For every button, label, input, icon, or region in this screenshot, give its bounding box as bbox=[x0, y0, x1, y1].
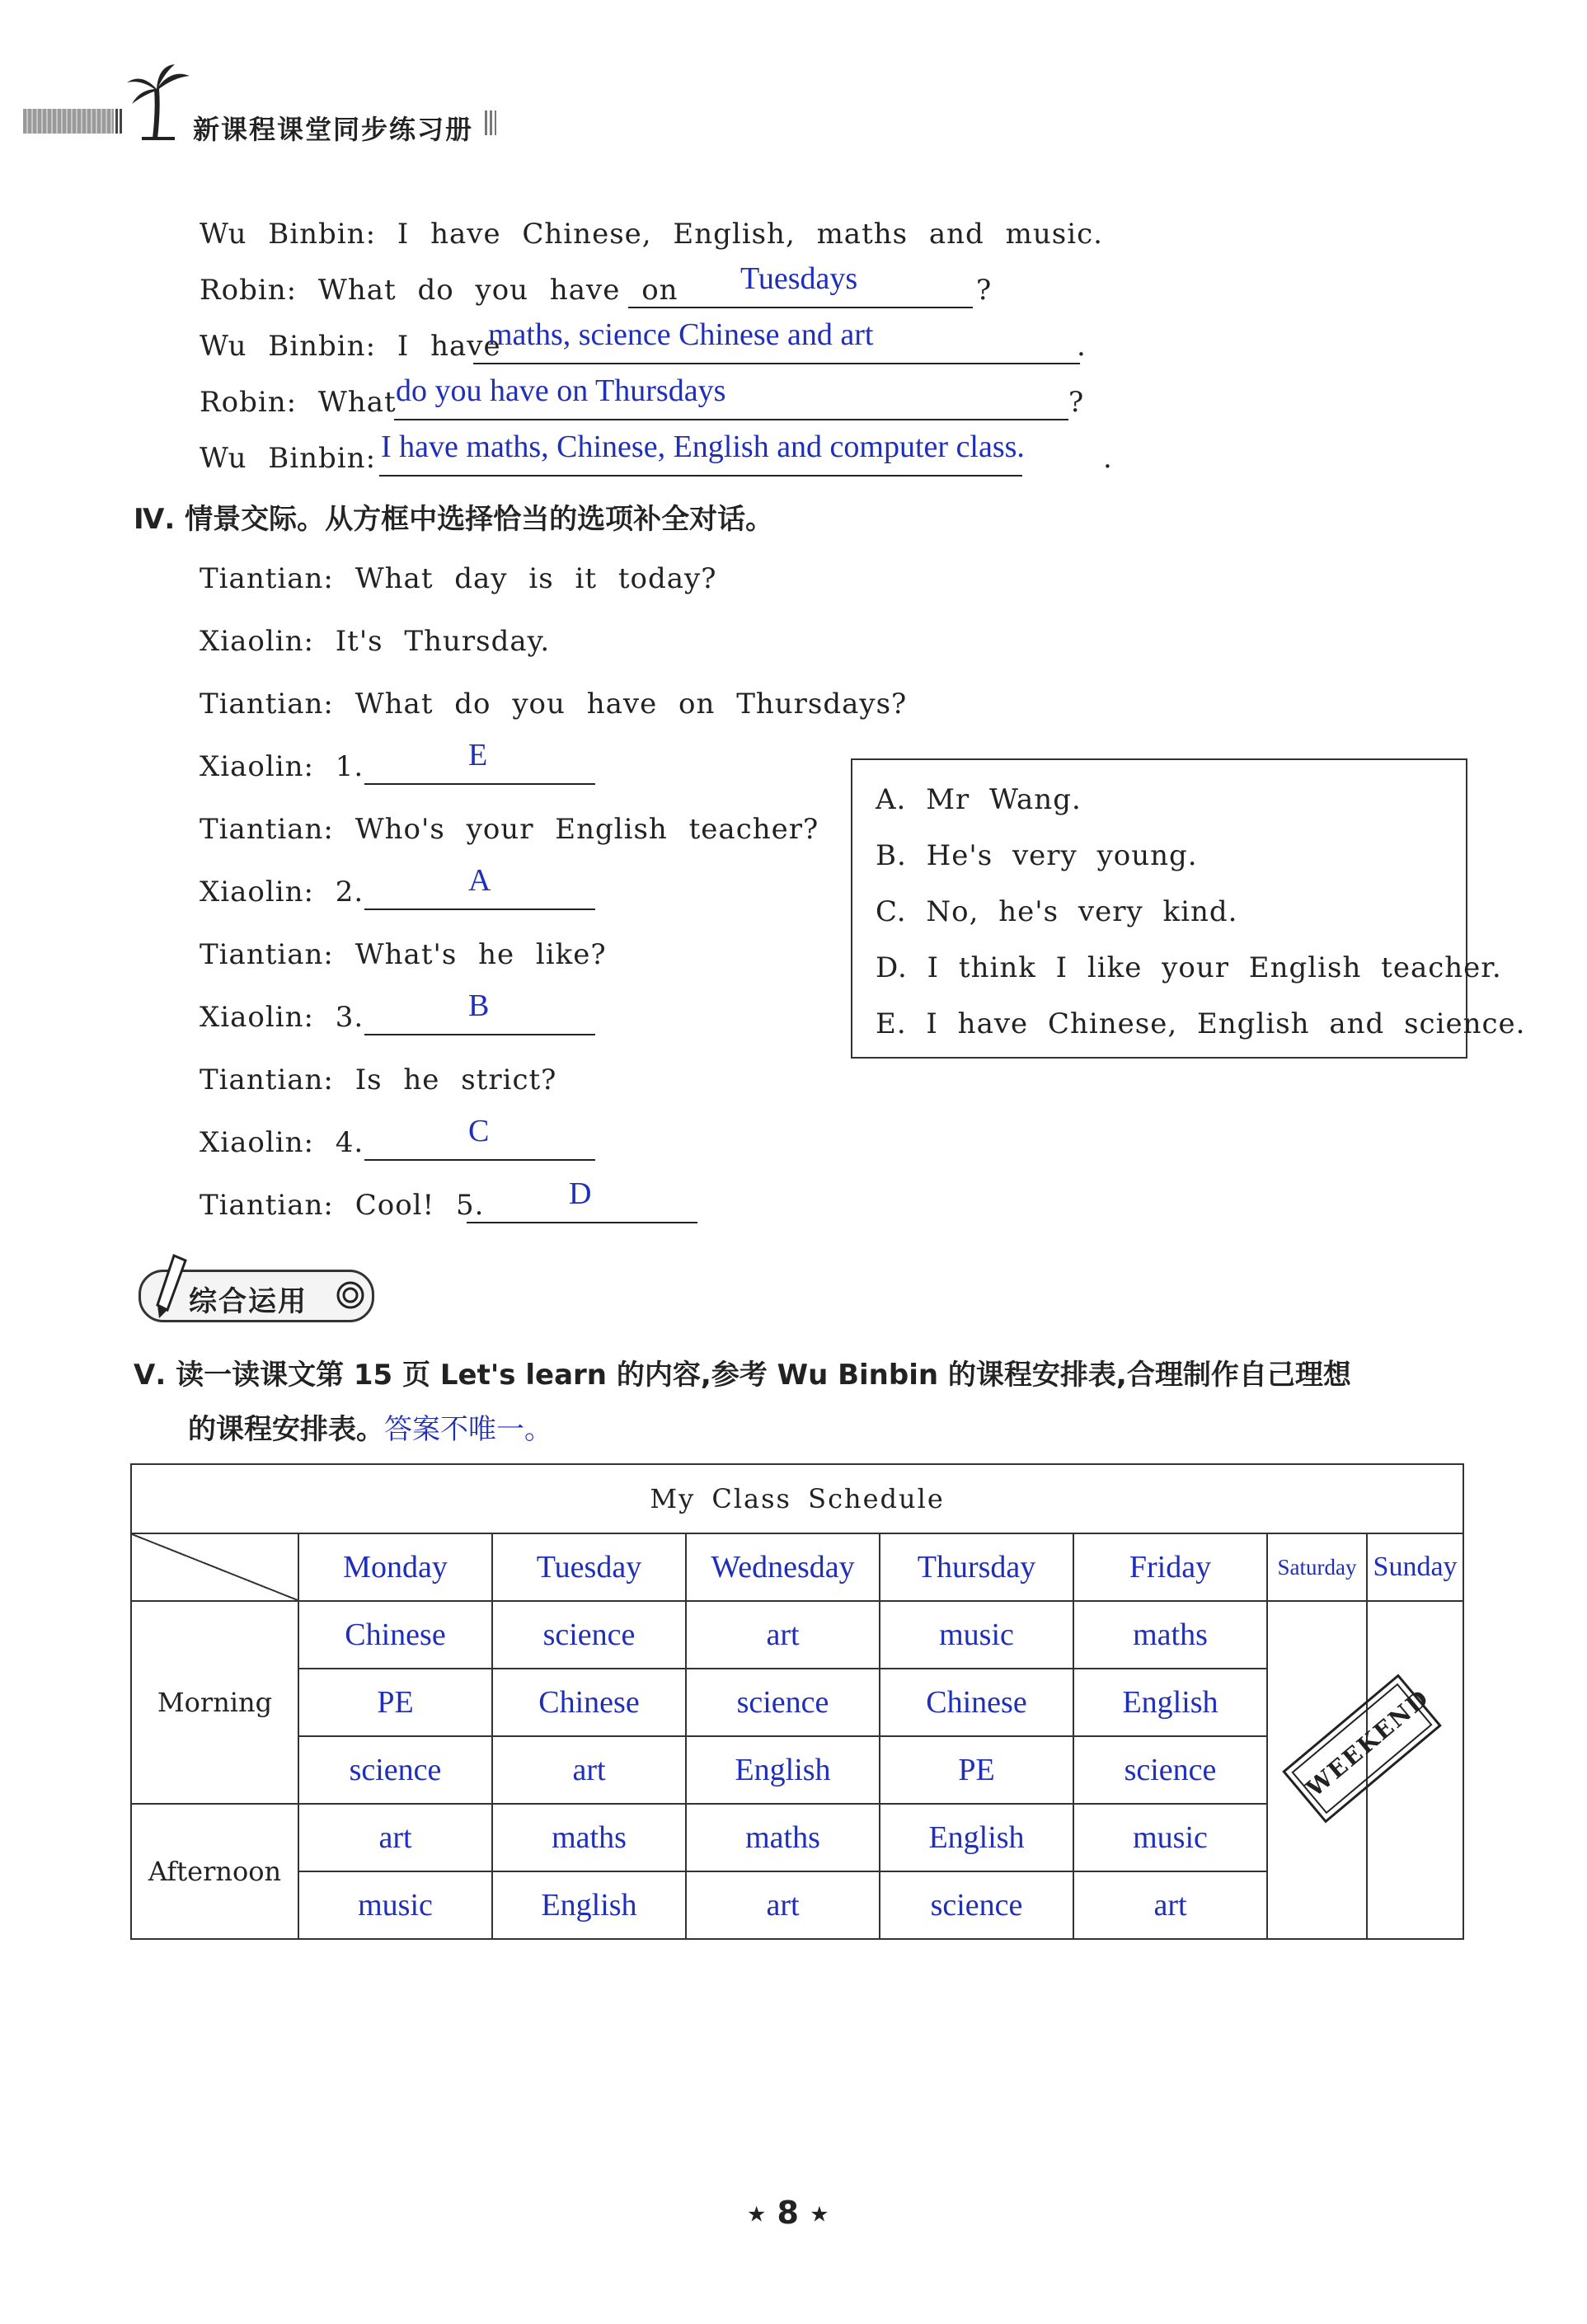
dialogue-line: Xiaolin: 2. bbox=[200, 876, 364, 908]
table-cell: art bbox=[686, 1871, 880, 1939]
table-cell: PE bbox=[298, 1669, 492, 1736]
day-header: Thursday bbox=[880, 1533, 1073, 1601]
dialogue-line: Robin: What bbox=[200, 386, 397, 419]
header-decor-bar bbox=[115, 109, 124, 134]
answer-blank bbox=[379, 475, 1022, 477]
answer-blank bbox=[473, 363, 1080, 364]
punctuation: ? bbox=[1068, 386, 1085, 419]
handwritten-answer: A bbox=[468, 863, 491, 898]
star-icon: ★ bbox=[810, 2202, 829, 2228]
option-e: E. I have Chinese, English and science. bbox=[876, 1007, 1526, 1040]
section-heading-cont: 的课程安排表。答案不唯一。 bbox=[188, 1413, 552, 1446]
answer-blank bbox=[364, 783, 595, 785]
answer-blank bbox=[364, 908, 595, 910]
dialogue-line: Wu Binbin: I have Chinese, English, maths and music. bbox=[200, 218, 1103, 251]
dialogue-line: Tiantian: What's he like? bbox=[200, 938, 607, 971]
handwritten-answer: do you have on Thursdays bbox=[396, 373, 726, 408]
table-cell: maths bbox=[1073, 1601, 1267, 1669]
table-cell: maths bbox=[686, 1804, 880, 1871]
section-heading: Ⅴ. 读一读课文第 15 页 Let's learn 的内容,参考 Wu Binbin 的课程安排表,合理制作自己理想 bbox=[134, 1359, 1351, 1392]
options-box bbox=[851, 758, 1526, 1059]
handwritten-answer: Tuesdays bbox=[740, 261, 858, 296]
handwritten-answer: E bbox=[468, 738, 488, 772]
table-cell: art bbox=[686, 1601, 880, 1669]
table-cell: science bbox=[298, 1736, 492, 1804]
table-cell: music bbox=[1073, 1804, 1267, 1871]
handwritten-answer: D bbox=[569, 1176, 592, 1211]
table-cell: English bbox=[1073, 1669, 1267, 1736]
day-header: Sunday bbox=[1367, 1533, 1463, 1601]
table-cell: science bbox=[492, 1601, 686, 1669]
answer-blank bbox=[394, 419, 1068, 420]
dialogue-line: Robin: What do you have on bbox=[200, 274, 678, 307]
handwritten-answer: maths, science Chinese and art bbox=[488, 317, 874, 352]
table-cell: music bbox=[880, 1601, 1073, 1669]
weekend-stamp: WEEKEND bbox=[1282, 1674, 1442, 1823]
dialogue-line: Tiantian: Who's your English teacher? bbox=[200, 813, 819, 846]
page-number: ★ 8 ★ bbox=[747, 2195, 829, 2231]
dialogue-line: Xiaolin: 3. bbox=[200, 1001, 364, 1034]
punctuation: . bbox=[1103, 442, 1113, 475]
section-banner: 综合运用 bbox=[139, 1270, 374, 1322]
answer-blank bbox=[364, 1159, 595, 1161]
handwritten-note: 答案不唯一。 bbox=[384, 1413, 552, 1446]
schedule-title: My Class Schedule bbox=[131, 1464, 1463, 1533]
table-cell: Chinese bbox=[880, 1669, 1073, 1736]
dialogue-line: Wu Binbin: bbox=[200, 442, 377, 475]
option-c: C. No, he's very kind. bbox=[876, 895, 1238, 928]
dialogue-line: Wu Binbin: I have bbox=[200, 330, 501, 363]
day-header: Wednesday bbox=[686, 1533, 880, 1601]
day-header: Friday bbox=[1073, 1533, 1267, 1601]
table-cell: art bbox=[492, 1736, 686, 1804]
table-cell: science bbox=[686, 1669, 880, 1736]
period-label-morning: Morning bbox=[131, 1601, 298, 1804]
answer-blank bbox=[467, 1222, 697, 1223]
table-cell: art bbox=[298, 1804, 492, 1871]
handwritten-answer: B bbox=[468, 988, 490, 1023]
dialogue-line: Xiaolin: 1. bbox=[200, 750, 364, 783]
dialogue-line: Tiantian: What do you have on Thursdays? bbox=[200, 688, 908, 721]
table-cell: Chinese bbox=[298, 1601, 492, 1669]
period-label-afternoon: Afternoon bbox=[131, 1804, 298, 1939]
dialogue-line: Tiantian: Is he strict? bbox=[200, 1063, 557, 1096]
table-cell: English bbox=[880, 1804, 1073, 1871]
palm-tree-icon bbox=[125, 64, 191, 140]
table-cell: art bbox=[1073, 1871, 1267, 1939]
target-icon bbox=[336, 1280, 365, 1310]
table-cell: Chinese bbox=[492, 1669, 686, 1736]
table-cell: English bbox=[492, 1871, 686, 1939]
dialogue-line: Xiaolin: 4. bbox=[200, 1126, 364, 1159]
handwritten-answer: C bbox=[468, 1114, 490, 1148]
option-b: B. He's very young. bbox=[876, 839, 1198, 872]
handwritten-answer: I have maths, Chinese, English and computer class. bbox=[381, 430, 1025, 464]
page-header-title: 新课程课堂同步练习册 bbox=[193, 114, 474, 145]
day-header: Monday bbox=[298, 1533, 492, 1601]
table-cell: English bbox=[686, 1736, 880, 1804]
header-decor-bar bbox=[23, 109, 114, 134]
table-cell: maths bbox=[492, 1804, 686, 1871]
answer-blank bbox=[364, 1034, 595, 1035]
table-cell: PE bbox=[880, 1736, 1073, 1804]
class-schedule-table bbox=[130, 1463, 1464, 1940]
dialogue-line: Tiantian: Cool! 5. bbox=[200, 1189, 485, 1222]
table-corner-cell bbox=[131, 1533, 298, 1601]
header-decor-bar bbox=[485, 110, 496, 135]
dialogue-line: Tiantian: What day is it today? bbox=[200, 562, 717, 595]
table-cell: science bbox=[880, 1871, 1073, 1939]
punctuation: ? bbox=[976, 274, 993, 307]
pencil-icon bbox=[149, 1254, 190, 1320]
table-cell: music bbox=[298, 1871, 492, 1939]
table-cell: science bbox=[1073, 1736, 1267, 1804]
star-icon: ★ bbox=[747, 2202, 767, 2228]
answer-blank bbox=[628, 307, 973, 308]
punctuation: . bbox=[1077, 330, 1087, 363]
day-header: Tuesday bbox=[492, 1533, 686, 1601]
dialogue-line: Xiaolin: It's Thursday. bbox=[200, 625, 551, 658]
day-header: Saturday bbox=[1267, 1533, 1367, 1601]
option-a: A. Mr Wang. bbox=[876, 783, 1082, 816]
option-d: D. I think I like your English teacher. bbox=[876, 951, 1502, 984]
section-heading: Ⅳ. 情景交际。从方框中选择恰当的选项补全对话。 bbox=[134, 503, 774, 536]
